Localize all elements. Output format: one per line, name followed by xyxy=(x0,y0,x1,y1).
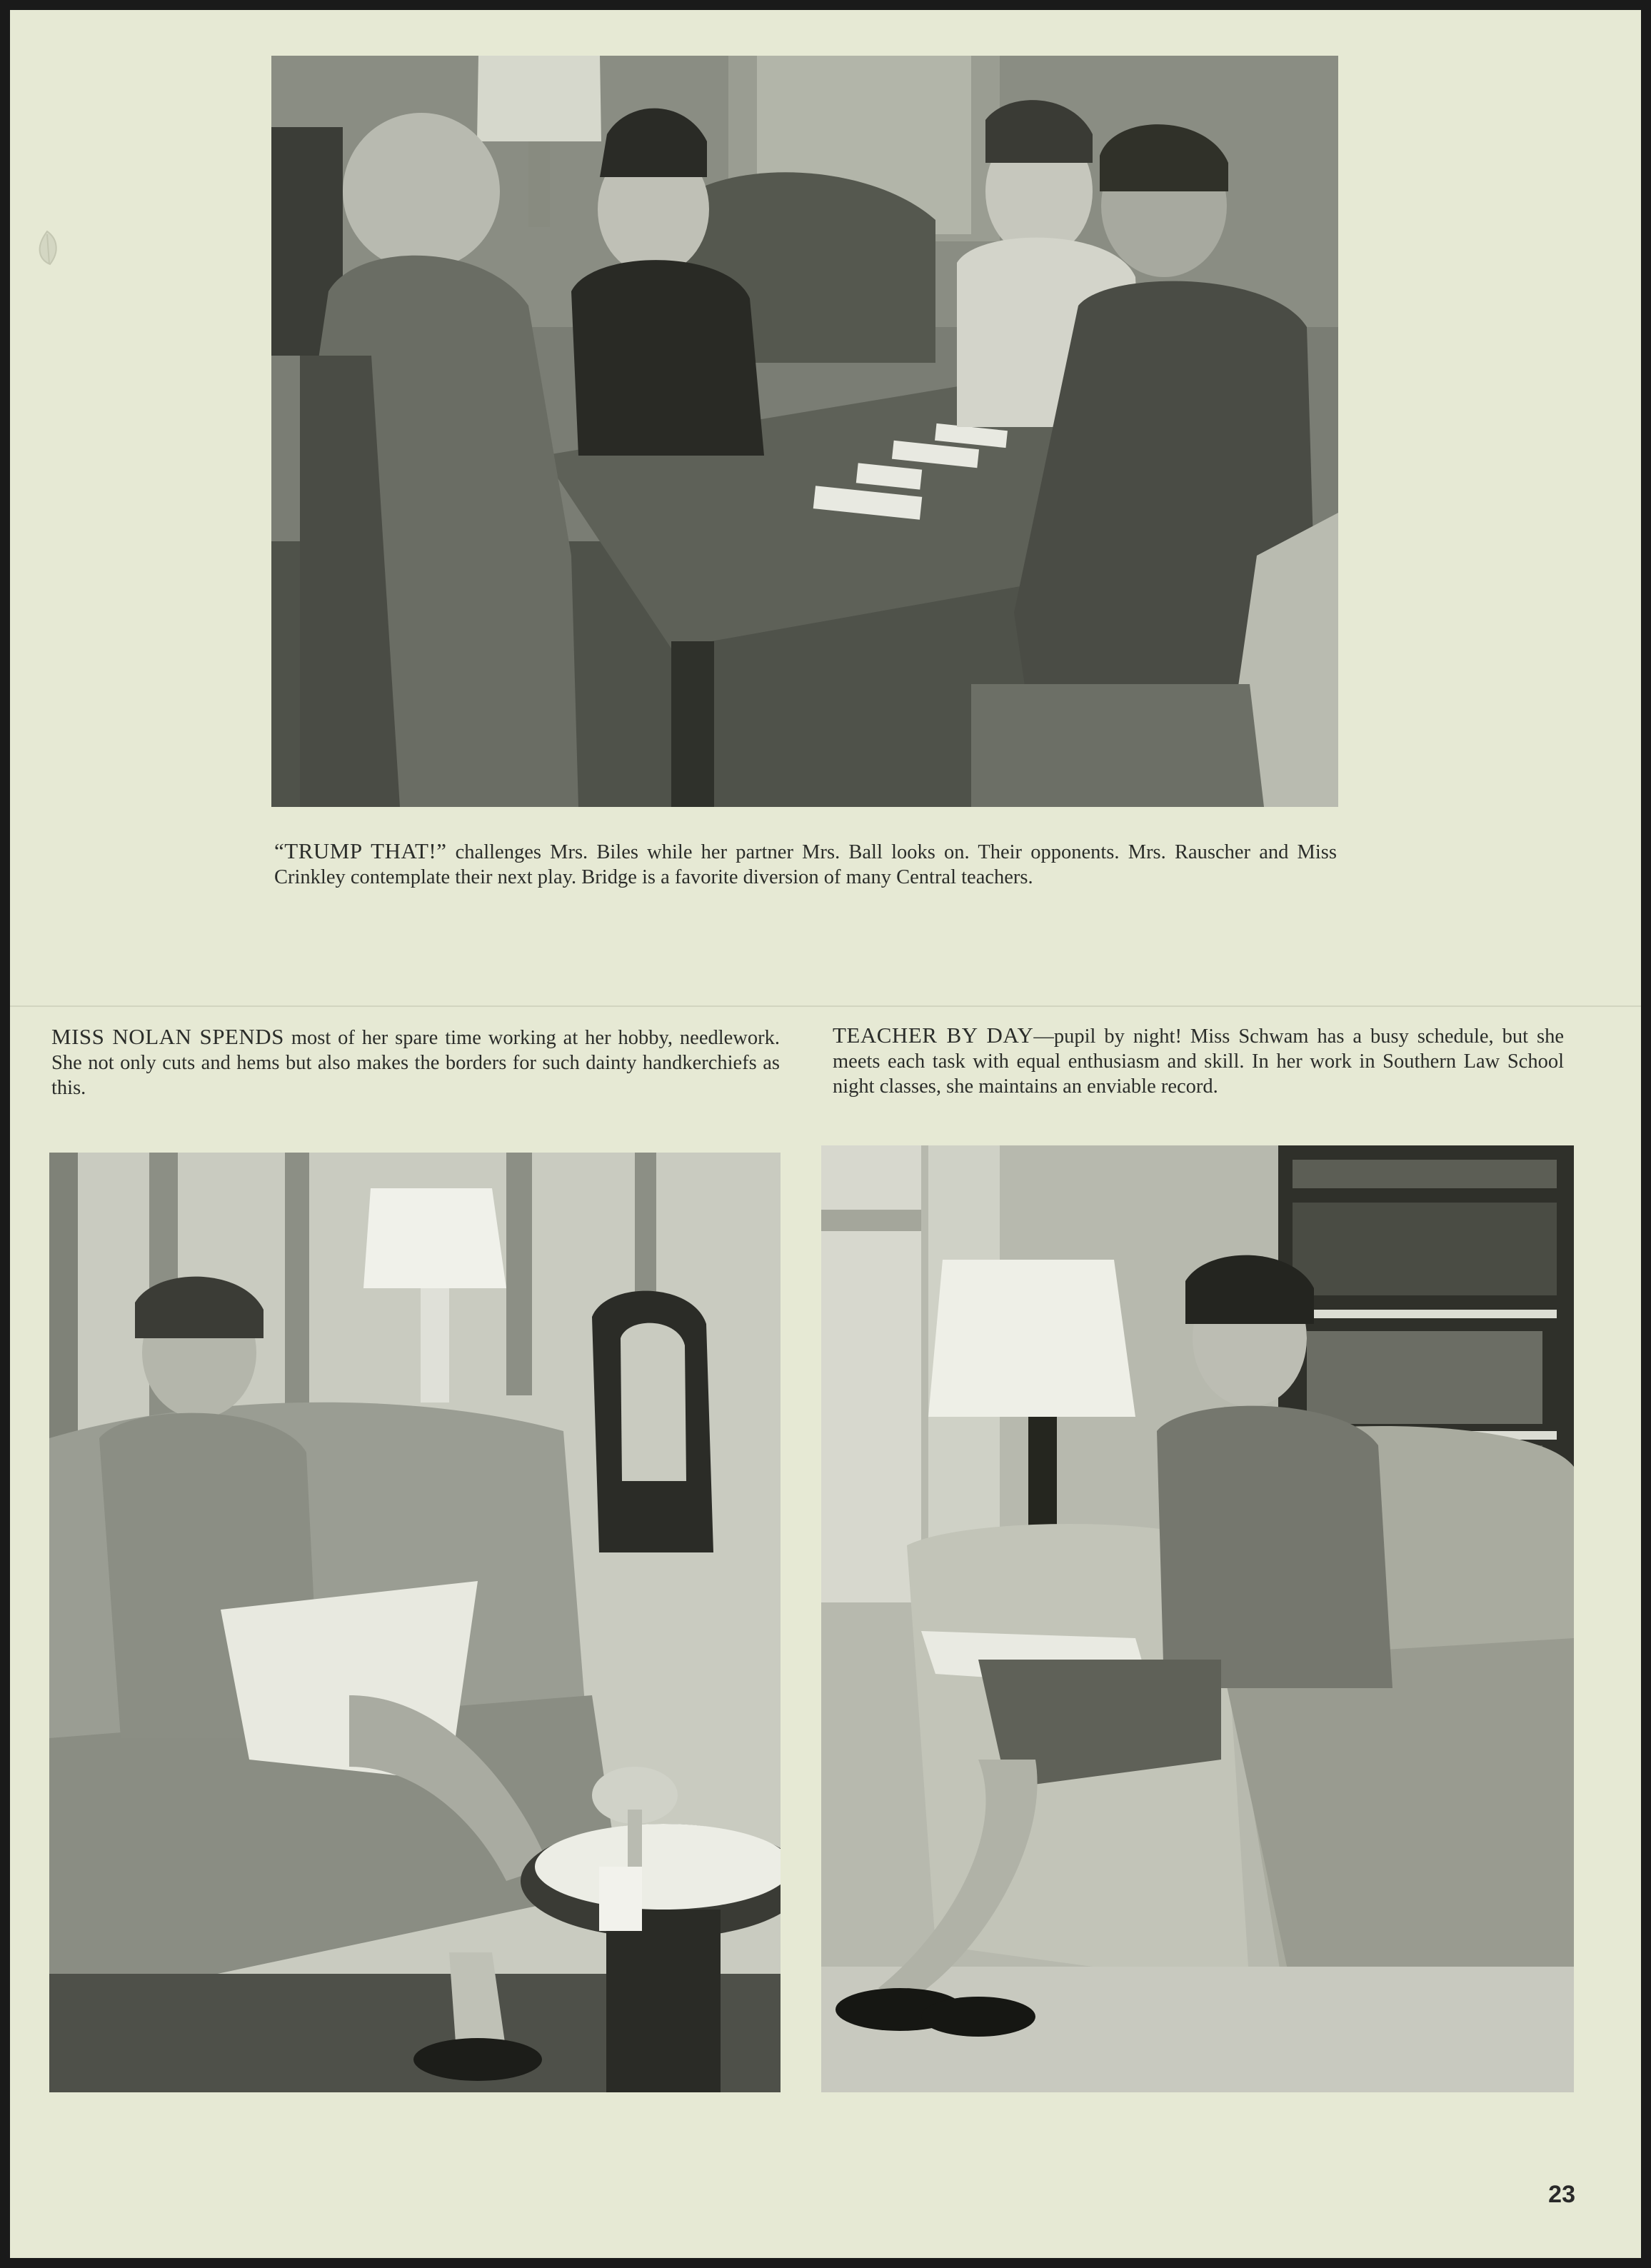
caption-body: most of her spare time working at her hobby, needlework. She not only cuts and hems but also makes the borders for such dainty handkerchiefs as this. xyxy=(51,1027,780,1099)
caption-body: challenges Mrs. Biles while her partner Mrs. Ball looks on. Their opponents. Mrs. Rauscher and Miss Crinkley contemplate their next play. Bridge is a favorite diversion of many Central teachers. xyxy=(274,841,1337,888)
page-number: 23 xyxy=(1548,2181,1575,2208)
caption-lead: “TRUMP THAT!” xyxy=(274,838,447,863)
caption-lead: TEACHER BY DAY xyxy=(833,1023,1034,1048)
caption-lead: MISS NOLAN SPENDS xyxy=(51,1024,284,1049)
yearbook-page xyxy=(10,10,1641,2258)
photo-miss-schwam xyxy=(821,1145,1574,2092)
photo-miss-nolan xyxy=(49,1153,781,2092)
photo-bridge-game xyxy=(271,56,1338,807)
caption-miss-schwam xyxy=(833,1023,1564,1099)
caption-body: —pupil by night! Miss Schwam has a busy schedule, but she meets each task with equal enthusiasm and skill. In her work in Southern Law School night classes, she maintains an enviable record. xyxy=(833,1025,1564,1098)
caption-miss-nolan xyxy=(51,1024,780,1100)
section-divider xyxy=(10,1005,1641,1007)
caption-bridge-game xyxy=(274,838,1337,890)
leaf-watermark-icon xyxy=(30,229,64,269)
